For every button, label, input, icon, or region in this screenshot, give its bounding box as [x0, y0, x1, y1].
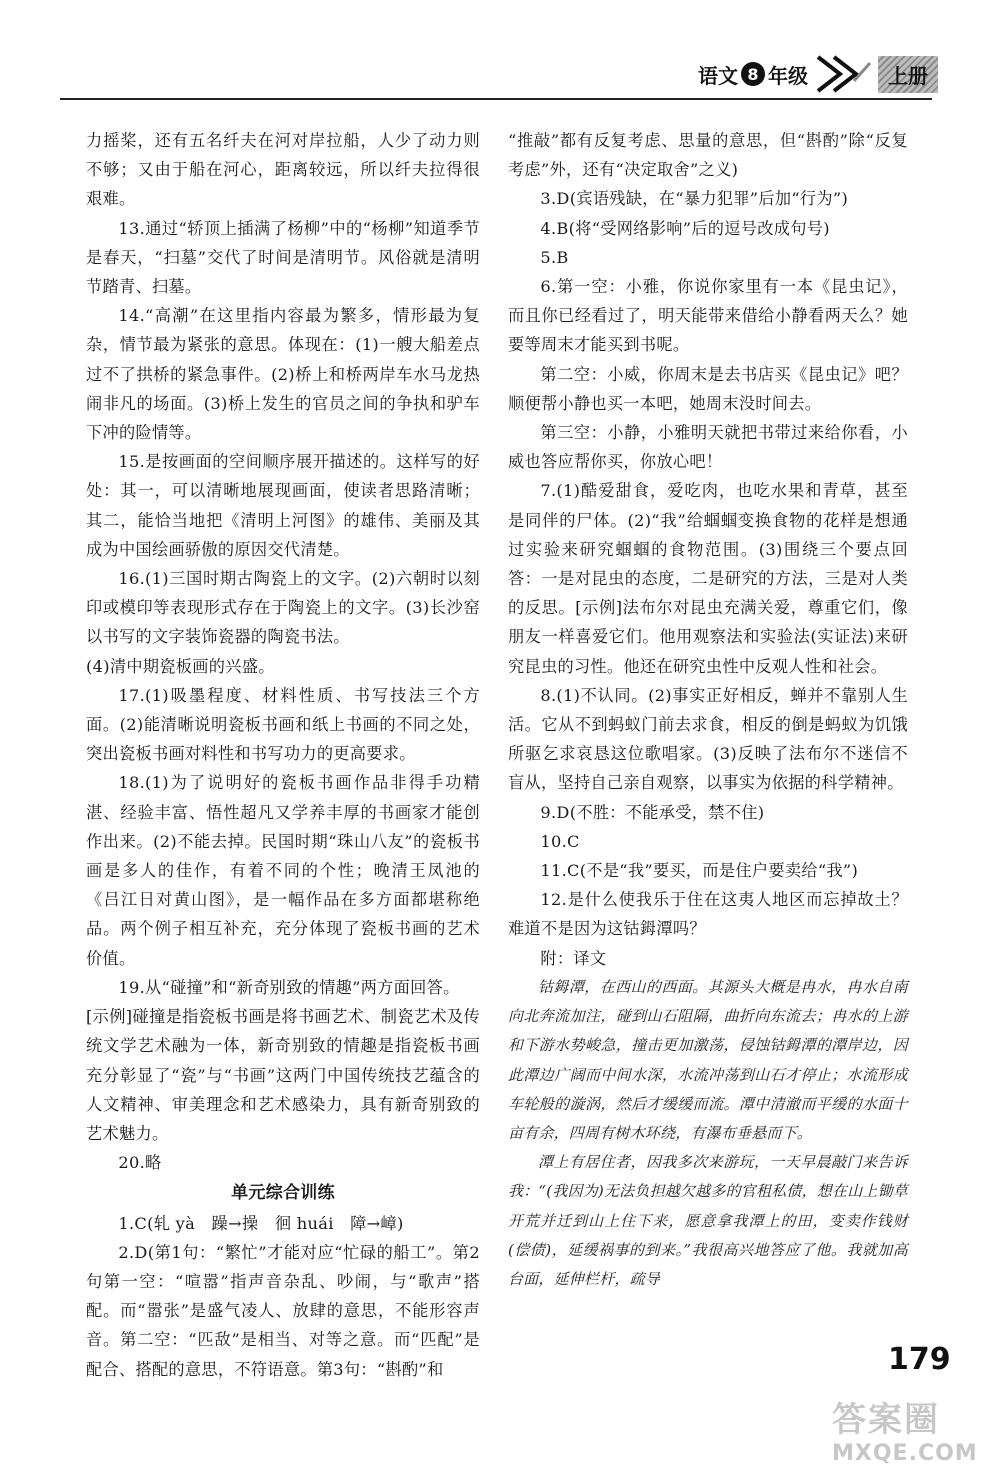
watermark-url: MXQE.COM — [832, 1441, 978, 1466]
translation-paragraph: 钴鉧潭，在西山的西面。其源头大概是冉水，冉水自南向北奔流加注，碰到山石阻隔，曲折向东流去；冉水的上游和下游水势峻急，撞击更加激荡，侵蚀钴鉧潭的潭岸边，因此潭边广阔而中间水深，水流冲荡到山石才停止；水流形成车轮般的漩涡，然后才缓缓而流。潭中清澈而平缓的水面十亩有余，四周有树木环绕，有瀑布垂悬而下。 — [508, 977, 908, 1142]
answer-paragraph: 12.是什么使我乐于住在这夷人地区而忘掉故土？难道不是因为这钴鉧潭吗？ — [508, 890, 908, 939]
answer-paragraph: 19.从“碰撞”和“新奇别致的情趣”两方面回答。 — [118, 977, 460, 997]
page-number: 179 — [888, 1342, 951, 1377]
answer-paragraph: 16.(1)三国时期古陶瓷上的文字。(2)六朝时以刻印或模印等表现形式存在于陶瓷上的文字。(3)长沙窑以书写的文字装饰瓷器的陶瓷书法。 — [86, 569, 480, 647]
page-header — [698, 48, 938, 100]
chevron-arrows-icon — [814, 51, 874, 97]
left-column — [86, 126, 480, 1384]
answer-paragraph: 第三空：小静，小雅明天就把书带过来给你看，小威也答应帮你买，你放心吧！ — [508, 423, 908, 472]
answer-paragraph: 附：译文 — [540, 948, 607, 968]
answer-paragraph: 11.C(不是“我”要买，而是住户要卖给“我”) — [540, 861, 859, 881]
answer-paragraph: 5.B — [540, 247, 569, 267]
header-grade-number: 8 — [741, 62, 765, 86]
answer-paragraph: (4)清中期瓷板画的兴盛。 — [86, 656, 275, 676]
answer-paragraph: 6.第一空：小雅，你说你家里有一本《昆虫记》，而且你已经看过了，明天能带来借给小静看两天么？她要等周末才能买到书呢。 — [508, 277, 908, 355]
answer-paragraph: 10.C — [540, 831, 580, 851]
header-grade-label: 年级 — [768, 63, 808, 88]
answer-paragraph: [示例]碰撞是指瓷板书画是将书画艺术、制瓷艺术及传统文学艺术融为一体，新奇别致的情趣是指瓷板书画充分彰显了“瓷”与“书画”这两门中国传统技艺蕴含的人文精神、审美理念和艺术感染力，具有新奇别致的艺术魅力。 — [86, 1007, 480, 1143]
answer-paragraph: 20.略 — [118, 1153, 162, 1173]
header-divider — [60, 98, 932, 100]
answer-paragraph: 3.D(宾语残缺，在“暴力犯罪”后加“行为”) — [540, 189, 849, 209]
right-column — [508, 126, 908, 1294]
answer-paragraph: 7.(1)酷爱甜食，爱吃肉，也吃水果和青草，甚至是同伴的尸体。(2)“我”给蝈蝈变换食物的花样是想通过实验来研究蝈蝈的食物范围。(3)围绕三个要点回答：一是对昆虫的态度，二是研究的方法，三是对人类的反思。[示例]法布尔对昆虫充满关爱，尊重它们，像朋友一样喜爱它们。他用观察法和实验法(实证法)来研究昆虫的习性。他还在研究虫性中反观人性和社会。 — [508, 481, 908, 676]
header-subject: 语文 — [698, 63, 738, 88]
answer-paragraph: 18.(1)为了说明好的瓷板书画作品非得手功精湛、经验丰富、悟性超凡又学养丰厚的书画家才能创作出来。(2)不能去掉。民国时期“珠山八友”的瓷板书画是多人的佳作，有着不同的个性；晚清王凤池的《吕江日对黄山图》，是一幅作品在多方面都堪称绝品。两个例子相互补充，充分体现了瓷板书画的艺术价值。 — [86, 773, 480, 968]
answer-paragraph: 4.B(将“受网络影响”后的逗号改成句号) — [540, 218, 830, 238]
watermark-logo: 答案圈 — [832, 1400, 940, 1440]
answer-paragraph: “推敲”都有反复考虑、思量的意思，但“斟酌”除“反复考虑”外，还有“决定取舍”之义) — [508, 131, 908, 180]
answer-paragraph: 1.C(轧 yà 躁→操 徊 huái 障→嶂) — [118, 1213, 404, 1233]
answer-paragraph: 13.通过“轿顶上插满了杨柳”中的“杨柳”知道季节是春天，“扫墓”交代了时间是清明节。风俗就是清明节踏青、扫墓。 — [86, 218, 480, 297]
answer-paragraph: 8.(1)不认同。(2)事实正好相反，蝉并不靠别人生活。它从不到蚂蚁门前去求食，相反的倒是蚂蚁为饥饿所驱乞求哀恳这位歌唱家。(3)反映了法布尔不迷信不盲从，坚持自己亲自观察，以事实为依据的科学精神。 — [508, 685, 908, 793]
watermark — [832, 1392, 978, 1472]
section-title: 单元综合训练 — [231, 1183, 335, 1204]
answer-paragraph: 2.D(第1句：“繁忙”才能对应“忙碌的船工”。第2句第一空：“喧嚣”指声音杂乱、吵闹，与“歌声”搭配。而“嚣张”是盛气凌人、放肆的意思，不能形容声音。第二空：“匹敌”是相当、对等之意。而“匹配”是配合、搭配的意思，不符语意。第3句：“斟酌”和 — [86, 1242, 480, 1379]
header-volume: 上册 — [878, 56, 938, 93]
answer-paragraph: 第二空：小威，你周末是去书店买《昆虫记》吧？顺便帮小静也买一本吧，她周末没时间去。 — [508, 364, 908, 413]
translation-paragraph: 潭上有居住者，因我多次来游玩，一天早晨敲门来告诉我：“(我因为)无法负担越欠越多的官租私债，想在山上锄草开荒并迁到山上住下来，愿意拿我潭上的田，变卖作钱财(偿债)，延缓祸事的到来。”我很高兴地答应了他。我就加高台面，延伸栏杆，疏导 — [508, 1153, 908, 1288]
answer-paragraph: 9.D(不胜：不能承受，禁不住) — [540, 802, 765, 822]
answer-paragraph: 15.是按画面的空间顺序展开描述的。这样写的好处：其一，可以清晰地展现画面，使读者思路清晰；其二，能恰当地把《清明上河图》的雄伟、美丽及其成为中国绘画骄傲的原因交代清楚。 — [86, 452, 480, 559]
answer-paragraph: 力摇桨，还有五名纤夫在河对岸拉船，人少了动力则不够；又由于船在河心，距离较远，所以纤夫拉得很艰难。 — [86, 131, 480, 209]
answer-paragraph: 14.“高潮”在这里指内容最为繁多，情形最为复杂，情节最为紧张的意思。体现在：(1)一艘大船差点过不了拱桥的紧急事件。(2)桥上和桥两岸车水马龙热闹非凡的场面。(3)桥上发生的官员之间的争执和驴车下冲的险情等。 — [86, 306, 480, 443]
answer-paragraph: 17.(1)吸墨程度、材料性质、书写技法三个方面。(2)能清晰说明瓷板书画和纸上书画的不同之处，突出瓷板书画对料性和书写功力的更高要求。 — [86, 685, 480, 764]
